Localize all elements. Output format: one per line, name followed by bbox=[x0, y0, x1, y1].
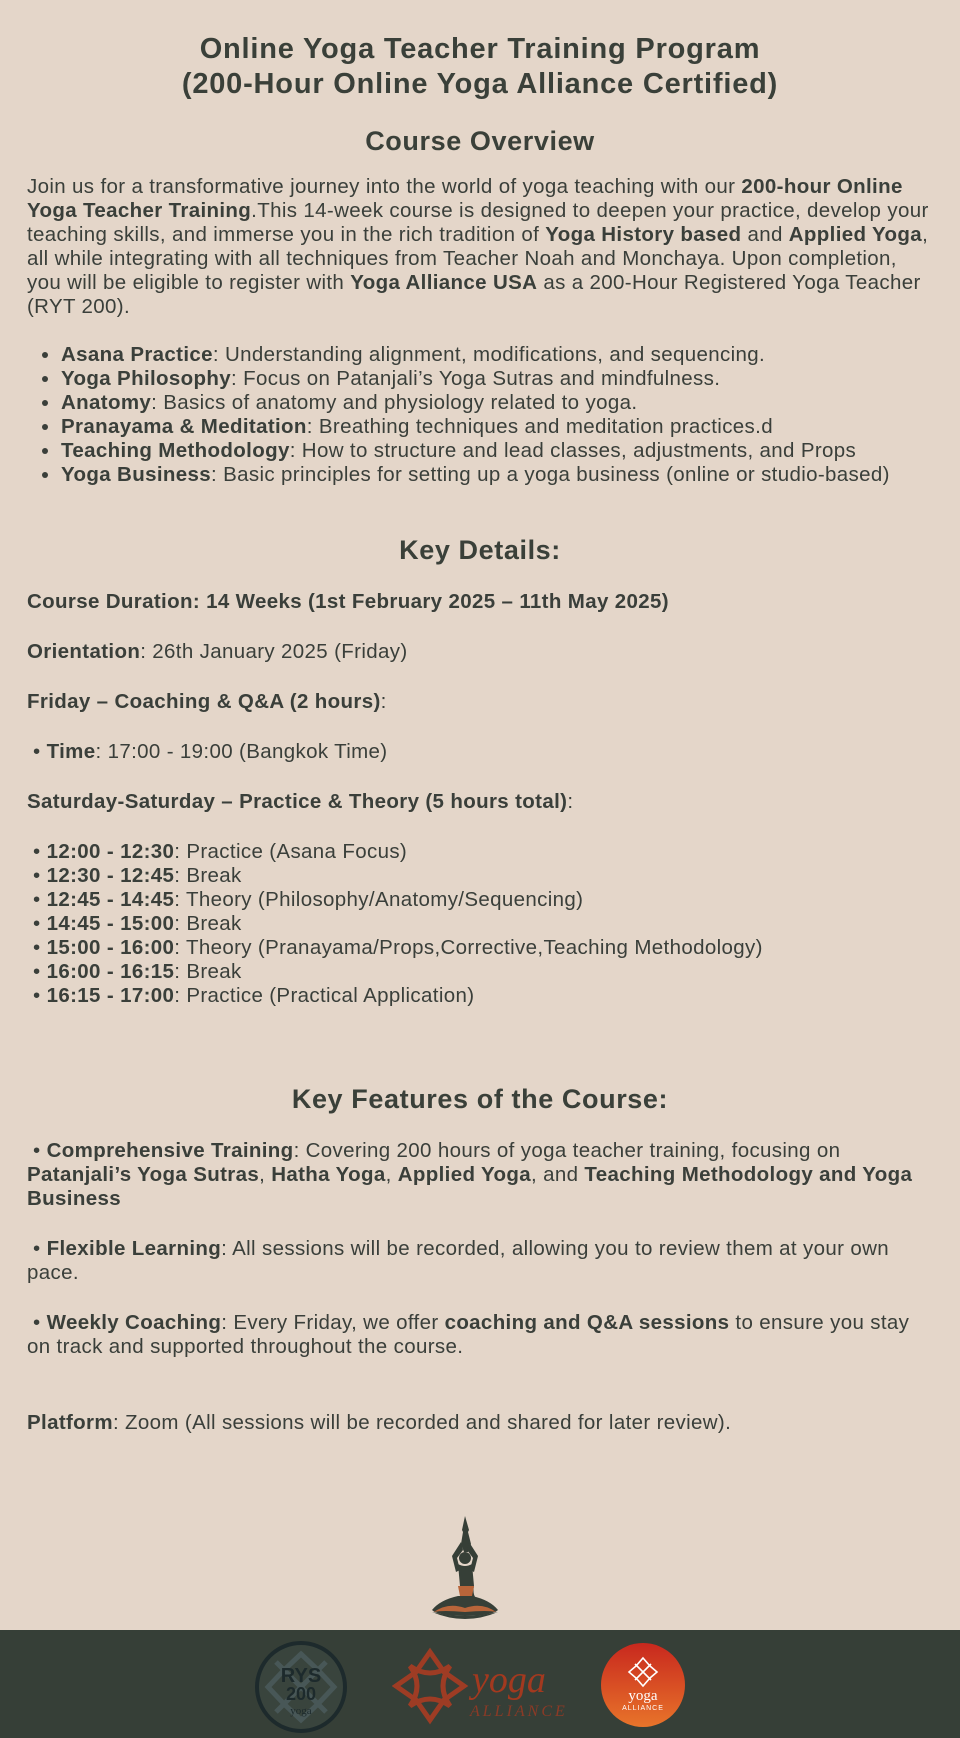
footer-bar bbox=[0, 1630, 960, 1738]
topic-item: • Teaching Methodology: How to structure and lead classes, adjustments, and Props bbox=[61, 439, 933, 463]
schedule-list bbox=[27, 840, 933, 1008]
schedule-row: • 14:45 - 15:00: Break bbox=[27, 912, 242, 935]
platform-label: Platform bbox=[27, 1411, 113, 1434]
schedule-row: • 16:00 - 16:15: Break bbox=[27, 960, 242, 983]
time-label: Time bbox=[46, 740, 96, 763]
course-overview-heading: Course Overview bbox=[365, 126, 595, 156]
svg-text:200: 200 bbox=[285, 1684, 317, 1704]
topic-list bbox=[27, 343, 933, 487]
intro-paragraph: Join us for a transformative journey into the world of yoga teaching with our 200-hour Online Yoga Teacher Training.This 14-week course is designed to deepen your practice, develop your teaching skills, and immerse you in the rich tradition of Yoga History based and Applied Yoga, all while integrating with all techniques from Teacher Noah and Monchaya. Upon completion, you will be eligible to register with Yoga Alliance USA as a 200-Hour Registered Yoga Teacher (RYT 200). bbox=[27, 175, 935, 318]
key-details-heading: Key Details: bbox=[399, 535, 561, 565]
yoga-alliance-logo-icon bbox=[392, 1642, 572, 1730]
svg-text:ALLIANCE: ALLIANCE bbox=[622, 1705, 664, 1712]
schedule-row: • 12:45 - 14:45: Theory (Philosophy/Anatomy/Sequencing) bbox=[27, 888, 584, 911]
topic-item: • Asana Practice: Understanding alignment, modifications, and sequencing. bbox=[61, 343, 933, 367]
topic-item: • Yoga Philosophy: Focus on Patanjali’s Yoga Sutras and mindfulness. bbox=[61, 367, 933, 391]
orientation-text: : 26th January 2025 (Friday) bbox=[140, 640, 408, 663]
schedule-row: • 12:30 - 12:45: Break bbox=[27, 864, 242, 887]
yoga-alliance-badge-icon bbox=[600, 1642, 686, 1728]
platform bbox=[27, 1411, 933, 1435]
topic-item: • Anatomy: Basics of anatomy and physiology related to yoga. bbox=[61, 391, 933, 415]
friday-label: Friday – Coaching & Q&A (2 hours) bbox=[27, 690, 381, 713]
svg-text:yoga: yoga bbox=[628, 1688, 658, 1704]
svg-text:RYS: RYS bbox=[280, 1665, 322, 1687]
platform-text: : Zoom (All sessions will be recorded and shared for later review). bbox=[112, 1411, 732, 1434]
feature-item: • Comprehensive Training: Covering 200 hours of yoga teacher training, focusing on Patanjali’s Yoga Sutras, Hatha Yoga, Applied Yoga, and Teaching Methodology and Yoga Business bbox=[27, 1139, 919, 1210]
saturday-label: Saturday-Saturday – Practice & Theory (5 hours total) bbox=[27, 790, 568, 813]
feature-item: • Weekly Coaching: Every Friday, we offer coaching and Q&A sessions to ensure you stay on track and supported throughout the course. bbox=[27, 1311, 916, 1358]
page bbox=[0, 32, 960, 1435]
key-features-heading: Key Features of the Course: bbox=[291, 1084, 669, 1114]
schedule-row: • 15:00 - 16:00: Theory (Pranayama/Props,Corrective,Teaching Methodology) bbox=[27, 936, 763, 959]
feature-item: • Flexible Learning: All sessions will be recorded, allowing you to review them at your own pace. bbox=[27, 1237, 896, 1284]
time-text: : 17:00 - 19:00 (Bangkok Time) bbox=[95, 740, 388, 763]
course-duration: Course Duration: 14 Weeks (1st February 2025 – 11th May 2025) bbox=[27, 590, 669, 613]
meditating-figure-icon bbox=[428, 1516, 502, 1622]
schedule-row: • 12:00 - 12:30: Practice (Asana Focus) bbox=[27, 840, 408, 863]
rys-200-badge-icon bbox=[254, 1640, 348, 1734]
feature-list bbox=[27, 1139, 933, 1359]
schedule-row: • 16:15 - 17:00: Practice (Practical Application) bbox=[27, 984, 475, 1007]
title-line-1: Online Yoga Teacher Training Program bbox=[199, 33, 761, 65]
svg-text:yoga: yoga bbox=[472, 1659, 546, 1701]
orientation bbox=[27, 640, 933, 664]
orientation-label: Orientation bbox=[27, 640, 141, 663]
svg-text:yoga: yoga bbox=[290, 1705, 312, 1717]
friday-time: • Time: 17:00 - 19:00 (Bangkok Time) bbox=[27, 740, 388, 763]
title-line-2: (200-Hour Online Yoga Alliance Certified) bbox=[181, 68, 779, 100]
friday-heading: Friday – Coaching & Q&A (2 hours): bbox=[27, 690, 387, 713]
topic-item: • Yoga Business: Basic principles for setting up a yoga business (online or studio-based) bbox=[61, 463, 933, 487]
page-title bbox=[27, 32, 933, 102]
saturday-heading: Saturday-Saturday – Practice & Theory (5 hours total): bbox=[27, 790, 574, 813]
topic-item: • Pranayama & Meditation: Breathing techniques and meditation practices.d bbox=[61, 415, 933, 439]
svg-text:ALLIANCE: ALLIANCE bbox=[470, 1703, 568, 1720]
